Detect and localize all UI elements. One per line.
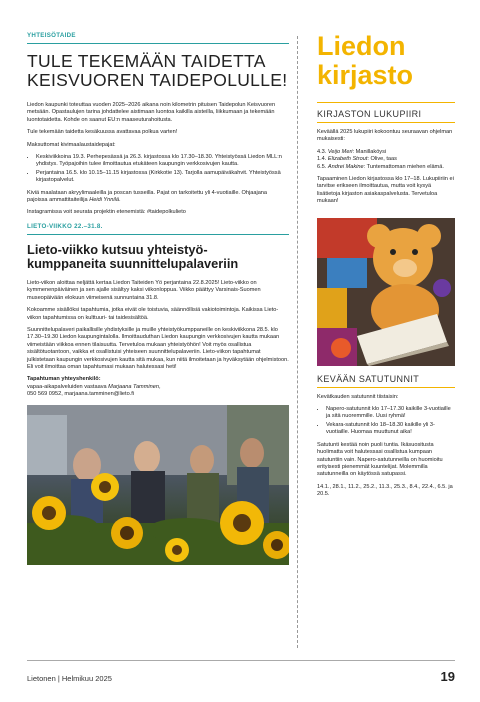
artist-name: Heidi Ynnilä <box>89 197 119 204</box>
art-paragraph-2: Tule tekemään taidetta kesäkuussa avattavaa polkua varten! <box>27 129 178 136</box>
stories-paragraph: Satutunti kestää noin puoli tuntia. Ikäsuositusta huolimatta voit halutessasi osallistua kumpaan satutuntiin vain. Napero-satutunneilla on huomioitu erityisesti pienemmät kuuntelijat. Molemmilla satutunneilla on käytössä satupassi. <box>317 441 443 478</box>
reading-title: : Manillaköysi <box>352 148 387 155</box>
column-divider <box>297 36 298 648</box>
sunflowers-crowd-photo <box>27 405 289 565</box>
art-kicker: YHTEISÖTAIDE <box>27 32 76 39</box>
reading-author: Veijo Meri <box>327 148 353 155</box>
week-paragraph-3: Suunnittelupalaveri paikallisille yhdistyksille ja muille yhteistyökumppaneille on keskiviikkona 28.5. klo 17.30–19.30 Liedon kaupungintalolla. Ilmoittauduthan Liedon kaupungin verkkosivujen kautta mukaan viimeistään viikkoa ennen tilaisuutta. Tervetuloa mukaan yhteistyöhön! Voit myös osallistua sisältötuotantoon, vaikka et osallistuisi yhteiseen suunnittelupalaveriin. Lieto-viikon tapahtumat julkistetaan kaupungin verkkosivujen kautta sitä mukaa, kun niitä ilmoitetaan ja hyväksytään ohjelmistoon. Eli voit ilmoittaa oman tapahtumasi mukaan halutessasi heti! <box>27 326 289 370</box>
workshop-item: • Perjantaina 16.5. klo 10.15–11.15 kirjastossa (Kirkkotie 13). Tarjolla aamupäiväkahvit. Yhteistyössä kirjastopalvelut. <box>36 170 289 185</box>
week-paragraph-2: Kokoamme sisällöksi tapahtumia, jotka eivät ole toistuvia, säännöllisiä vakiotoimintoja. Kaikissa Lieto-viikon tapahtumissa on kulttuuri- tai taidesisältöä. <box>27 307 279 321</box>
week-title <box>27 243 289 272</box>
library-title-line2: kirjasto <box>317 60 414 90</box>
contact-name: Marjaana Tamminen <box>108 383 159 390</box>
art-paragraph-1: Liedon kaupunki toteuttaa vuoden 2025–2026 aikana noin kilometrin pituisen Taidepolun Keisvuoren metsään. Opastaulujen tarina johdattelee aistimaan luontoa kaikilla aisteilla, liikkumaan ja tekemään luontotaidetta. Kohde on saanut EU:n maaseuturahoitusta. <box>27 102 276 123</box>
workshop-item: • Keskiviikkoina 19.3. Perhepesässä ja 26.3. kirjastossa klo 17.30–18.30. Yhteistyössä Liedon MLL:n yhdistys. Työpajoihin tulee ilmoittautua etukäteen kaupungin verkkosivujen kautta. <box>36 154 289 169</box>
page-number: 19 <box>440 669 455 684</box>
reading-intro: Keväällä 2025 lukupiiri kokoontuu seuraavan ohjelman mukaisesti: <box>317 129 453 143</box>
reading-item <box>317 149 386 155</box>
stories-list <box>317 406 455 437</box>
reading-item <box>317 164 444 170</box>
instagram-note: Instagramissa voit seurata projektin etenemistä: #taidepolkulieto <box>27 209 186 216</box>
heading-rule <box>317 122 455 123</box>
reading-date: 1.4. <box>317 156 328 163</box>
reading-title: : Olive, taas <box>367 156 397 163</box>
contact-role: vapaa-aikapalveluiden vastaava <box>27 383 109 390</box>
reading-circle <box>317 109 455 206</box>
week-title-line1: Lieto-viikko kutsuu yhteistyö- <box>27 241 208 257</box>
art-title-line1: TULE TEKEMÄÄN TAIDETTA <box>27 51 266 71</box>
art-paragraph-3: Maksuttomat kivimaalaustaidepajat: <box>27 141 116 148</box>
stories-item: • Vekara-satutunnit klo 18–18.30 kaikille yli 3-vuotiaille. Huomaa muuttunut aika! <box>326 422 455 437</box>
week-paragraph-1: Lieto-viikon aloittaa neljättä kertaa Liedon Taiteiden Yö perjantaina 22.8.2025! Lieto-viikko on kymmenenpäiväinen ja sen ajalle sisältyy kaksi viikonloppua. Viikko päättyy Varsinais-Suomen museopäivään elokuun viimeisenä sunnuntaina 31.8. <box>27 279 261 301</box>
workshop-list <box>27 154 289 185</box>
reading-date: 6.5. <box>317 163 328 170</box>
library-title-line1: Liedon <box>317 31 406 61</box>
footer-text: Lietonen | Helmikuu 2025 <box>27 674 112 683</box>
art-p4-end: . <box>118 197 121 204</box>
section-rule <box>27 234 289 235</box>
footer-rule <box>27 660 455 661</box>
contact-block <box>27 376 289 398</box>
art-title-line2: KEISVUOREN TAIDEPOLULLE! <box>27 70 288 90</box>
teddy-bear-book-photo <box>317 218 455 366</box>
reading-date: 4.3. <box>317 148 328 155</box>
sunflowers-illustration <box>27 405 289 565</box>
art-paragraph-4 <box>27 190 289 205</box>
week-title-line2: kumppaneita suunnittelupalaveriin <box>27 256 239 272</box>
section-rule <box>27 43 289 44</box>
reading-title: : Tuntemattoman miehen elämä. <box>363 163 444 170</box>
reading-author: Andrei Makine <box>327 163 364 170</box>
stories-heading: KEVÄÄN SATUTUNNIT <box>317 373 420 384</box>
week-section <box>27 223 289 399</box>
heading-rule <box>317 387 455 388</box>
reading-author: Elizabeth Strout <box>327 156 368 163</box>
contact-label: Tapahtuman yhteyshenkilö: <box>27 376 101 383</box>
contact-details: 050 569 0952, marjaana.tamminen@lieto.fi <box>27 391 135 398</box>
art-p4-text: Kiviä maalataan akryylimaaleilla ja poscan tusseilla. Pajat on tarkoitettu yli 4-vuotiaille. Ohjaajana pajoissa ammattitaiteilija <box>27 189 268 204</box>
reading-heading: KIRJASTON LUKUPIIRI <box>317 109 422 119</box>
week-kicker: LIETO-VIIKKO 22.–31.8. <box>27 222 103 230</box>
teddy-bear-illustration <box>317 218 455 366</box>
stories-item: • Napero-satutunnit klo 17–17.30 kaikille 3-vuotiaille ja sitä nuoremmille. Uusi ryhmä! <box>326 406 455 421</box>
stories-intro: Kevätkauden satutunnit tiistaisin: <box>317 393 399 400</box>
contact-comma: , <box>158 383 161 390</box>
art-title <box>27 52 289 90</box>
stories-dates: 14.1., 28.1., 11.2., 25.2., 11.3., 25.3., 8.4., 22.4., 6.5. ja 20.5. <box>317 483 453 498</box>
reading-outro: Tapaaminen Liedon kirjastossa klo 17–18. Lukupiiriin ei tarvitse erikseen ilmoittautua, mutta voit kysyä lisätietoja kirjaston asiakaspalvelusta. Tervetuloa mukaan! <box>317 176 454 205</box>
left-column <box>27 32 289 565</box>
reading-list <box>317 149 455 171</box>
library-title <box>317 32 455 90</box>
reading-item <box>317 156 397 162</box>
art-section <box>27 32 289 217</box>
title-rule <box>317 102 455 103</box>
right-column <box>317 32 455 504</box>
story-hours <box>317 374 455 499</box>
